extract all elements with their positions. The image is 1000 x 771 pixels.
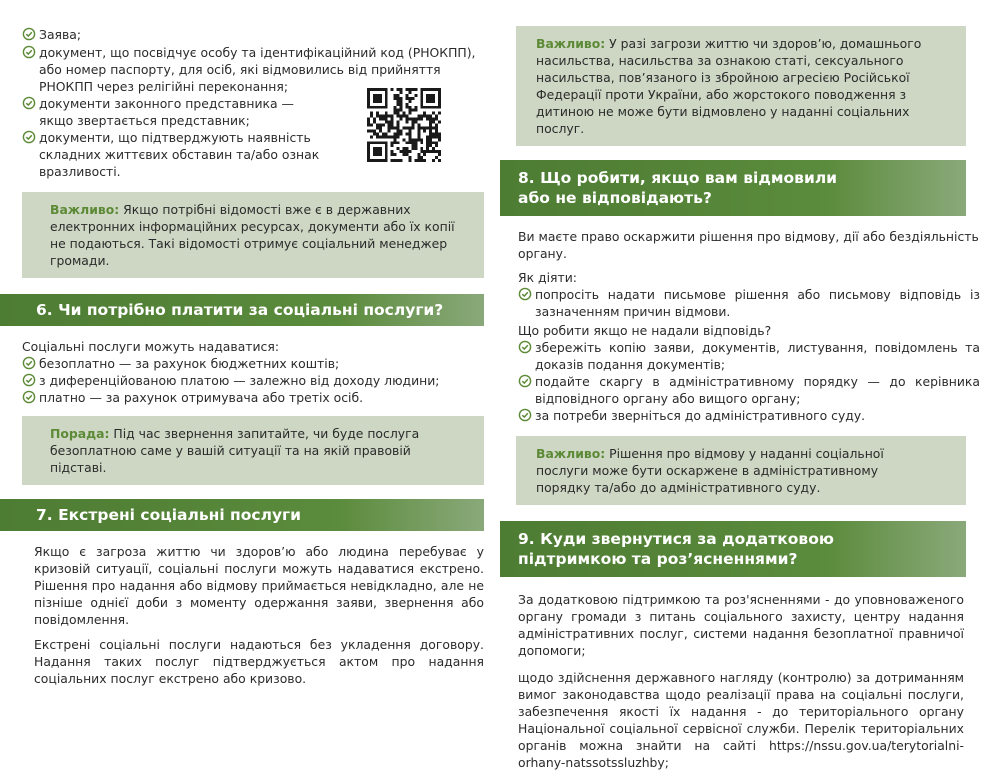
check-circle-icon xyxy=(518,374,532,388)
list-item: за потреби зверніться до адміністративного суду. xyxy=(518,407,980,424)
list-item: збережіть копію заяви, документів, листування, повідомлень та доказів подання документів; xyxy=(518,339,980,373)
important-note: Важливо: У разі загрози життю чи здоров’ю, домашнього насильства, насильства за ознакою статі, сексуального насильства, пов’язаного із збройною агресією Російської Федерації проти України, або жорстокого поводження з дитиною не може бути відмовлено у наданні соціальних послуг. xyxy=(516,26,966,146)
right-column xyxy=(500,26,980,771)
section-9-paragraph: щодо здійснення державного нагляду (контролю) за дотриманням вимог законодавства щодо реалізації права на соціальні послуги, забезпечення якості їх надання - до територіального органу Національної соціальної сервісної служби. Перелік територіальних органів можна знайти на сайті https://nssu.gov.ua/terytorialni-orhany-natssotssluzhby; xyxy=(518,670,964,770)
section-7-title: 7. Екстрені соціальні послуги xyxy=(0,499,484,531)
section-9-paragraph: За додатковою підтримкою та роз'ясненнями - до уповноваженого органу громади з питань соціального захисту, центру надання адміністративних послуг, системи надання безоплатної правничої допомоги; xyxy=(518,592,964,658)
section-6-intro: Соціальні послуги можуть надаватися: xyxy=(22,339,279,354)
list-item: попросіть надати письмове рішення або письмову відповідь із зазначенням причин відмови. xyxy=(518,286,980,320)
check-circle-icon xyxy=(22,96,36,110)
section-8-intro: Ви маєте право оскаржити рішення про відмову, дії або бездіяльність органу. xyxy=(518,229,979,261)
list-item: Заява; xyxy=(22,26,342,43)
list-item: документ, що посвідчує особу та ідентифікаційний код (РНОКПП), або номер паспорту, для осіб, які відмовились від прийняття РНОКПП через релігійні переконання; xyxy=(22,44,484,95)
list-item: документи законного представника — якщо звертається представник; xyxy=(22,95,312,129)
check-circle-icon xyxy=(22,356,36,370)
list-item: безоплатно — за рахунок бюджетних коштів; xyxy=(22,355,484,372)
list-item: документи, що підтверджують наявність складних життєвих обставин та/або ознак вразливості. xyxy=(22,129,342,180)
check-circle-icon xyxy=(22,27,36,41)
section-9-title: 9. Куди звернутися за додатковою підтримкою та роз’ясненнями? xyxy=(500,521,966,577)
check-circle-icon xyxy=(518,287,532,301)
payment-list xyxy=(22,355,484,406)
section-7-paragraph: Якщо є загроза життю чи здоров’ю або людина перебуває у кризовій ситуації, соціальні послуги можуть надаватися екстрено. Рішення про надання або відмову приймається невідкладно, але не пізніше однієї доби з моменту одержання заяви, звернення або повідомлення. xyxy=(34,544,484,627)
check-circle-icon xyxy=(22,390,36,404)
list-item: подайте скаргу в адміністративному порядку — до керівника відповідного органу або вищого органу; xyxy=(518,373,980,407)
tip-note: Порада: Під час звернення запитайте, чи буде послуга безоплатною саме у вашій ситуації та на якій правовій підставі. xyxy=(22,416,484,485)
noanswer-list xyxy=(500,339,980,424)
how-list xyxy=(500,286,980,320)
check-circle-icon xyxy=(22,45,36,59)
section-7-paragraph: Екстрені соціальні послуги надаються без укладення договору. Надання таких послуг підтверджується актом про надання соціальних послуг екстрено або кризово. xyxy=(34,637,484,686)
documents-list xyxy=(22,26,476,180)
check-circle-icon xyxy=(518,408,532,422)
noanswer-label: Що робити якщо не надали відповідь? xyxy=(518,323,772,338)
list-item: з диференційованою платою — залежно від доходу людини; xyxy=(22,372,484,389)
section-6-title: 6. Чи потрібно платити за соціальні послуги? xyxy=(0,294,484,326)
list-item: платно — за рахунок отримувача або третіх осіб. xyxy=(22,389,484,406)
check-circle-icon xyxy=(22,130,36,144)
qr-code-icon xyxy=(367,88,441,162)
how-label: Як діяти: xyxy=(518,270,577,285)
check-circle-icon xyxy=(518,340,532,354)
important-note: Важливо: Якщо потрібні відомості вже є в державних електронних інформаційних ресурсах, документи або їх копії не подаються. Такі відомості отримує соціальний менеджер громади. xyxy=(22,192,484,278)
section-8-title: 8. Що робити, якщо вам відмовили або не відповідають? xyxy=(500,160,966,216)
important-note: Важливо: Рішення про відмову у наданні соціальної послуги може бути оскаржене в адміністративному порядку та/або до адміністративного суду. xyxy=(516,436,966,505)
check-circle-icon xyxy=(22,373,36,387)
